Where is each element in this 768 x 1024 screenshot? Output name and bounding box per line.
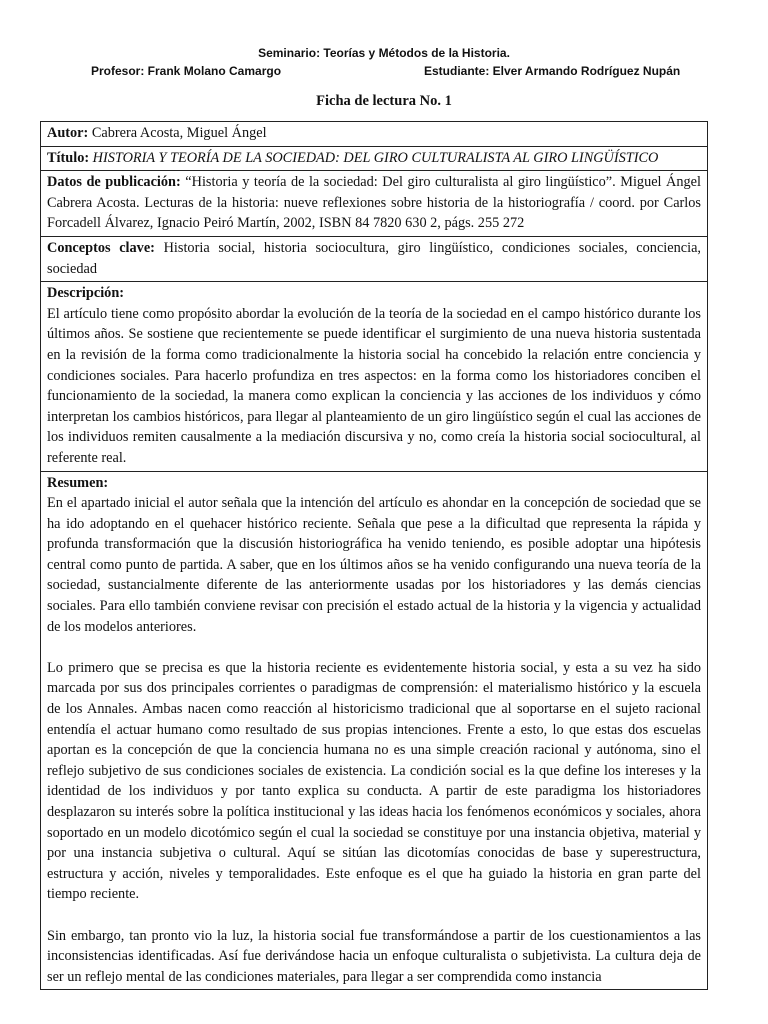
- publication-row: [41, 171, 708, 237]
- reading-card-table: [40, 121, 708, 990]
- publication-cell: [41, 171, 708, 237]
- keywords-label: Conceptos clave:: [47, 239, 155, 256]
- seminar-title: Seminario: Teorías y Métodos de la Historia.: [258, 46, 510, 60]
- summary-row: [41, 471, 708, 990]
- keywords-cell: [41, 236, 708, 281]
- author-row: [41, 122, 708, 147]
- paragraph-spacer: [47, 637, 701, 658]
- ficha-title: Ficha de lectura No. 1: [316, 93, 452, 109]
- author-value: Cabrera Acosta, Miguel Ángel: [88, 125, 267, 141]
- keywords-row: [41, 236, 708, 281]
- professor-name: Profesor: Frank Molano Camargo: [91, 64, 282, 78]
- description-cell: [41, 282, 708, 471]
- title-label: Título:: [47, 149, 90, 166]
- paragraph-spacer: [47, 905, 701, 926]
- title-row: [41, 146, 708, 171]
- description-label: Descripción:: [47, 285, 125, 302]
- author-cell: [41, 122, 708, 147]
- description-row: [41, 282, 708, 471]
- author-label: Autor:: [47, 125, 89, 141]
- title-value: HISTORIA Y TEORÍA DE LA SOCIEDAD: DEL GIRO CULTURALISTA AL GIRO LINGÜÍSTICO: [89, 149, 659, 166]
- summary-paragraph: Sin embargo, tan pronto vio la luz, la historia social fue transformándose a partir de los cuestionamientos a las inconsistencias identificadas. Así fue derivándose hacia un enfoque culturalista o subjetivista. La cultura deja de ser un reflejo mental de las condiciones materiales, para llegar a ser comprendida como instancia: [47, 927, 701, 985]
- summary-cell: [41, 471, 708, 990]
- description-text: El artículo tiene como propósito abordar la evolución de la teoría de la sociedad en el campo histórico durante los últimos años. Se sostiene que recientemente se puede identificar el surgimiento de una nueva historia sustentada en la revisión de la forma como tradicionalmente la historia social ha concebido la relación entre conciencia y condiciones sociales. Para hacerlo profundiza en tres aspectos: en la forma como los historiadores conciben el funcionamiento de la sociedad, la manera como explican la conciencia y las acciones de los individuos y cómo interpretan los cambios históricos, para llegar al planteamiento de un giro lingüístico según el cual las acciones de los individuos remiten causalmente a la mediación discursiva y no, como creía la historia social sociocultural, al referente real.: [47, 305, 701, 466]
- title-cell: [41, 146, 708, 171]
- summary-paragraph: Lo primero que se precisa es que la historia reciente es evidentemente historia social, y esta a su vez ha sido marcada por sus dos principales corrientes o paradigmas de comprensión: el materialismo histórico y la escuela de los Annales. Ambas nacen como reacción al historicismo tradicional que al soportarse en el sujeto racional entendía el actuar humano como resultado de sus propias intenciones. Frente a esto, lo que estas dos escuelas aportan es la concepción de que la conciencia humana no es una simple creación racional y autónoma, sino el reflejo subjetivo de sus condiciones sociales de existencia. La condición social es la que define los intereses y la identidad de los individuos y por tanto explica su conducta. A partir de este paradigma los historiadores desplazaron su interés sobre la política institucional y las ideas hacia los fenómenos económicos y sociales, ahora soportado en un modelo dicotómico según el cual la sociedad se constituye por una instancia objetiva, material y por una instancia subjetiva o cultural. Aquí se sitúan las dicotomías conocidas de base y superestructura, estructura y acción, niveles y temporalidades. Este enfoque es el que ha guiado la historia en gran parte del tiempo reciente.: [47, 659, 701, 903]
- summary-label: Resumen:: [47, 474, 109, 491]
- keywords-value: Historia social, historia sociocultura, giro lingüístico, condiciones sociales, conciencia, sociedad: [47, 239, 701, 277]
- student-name: Estudiante: Elver Armando Rodríguez Nupán: [424, 64, 681, 78]
- publication-label: Datos de publicación:: [47, 174, 181, 191]
- publication-value: “Historia y teoría de la sociedad: Del giro culturalista al giro lingüístico”. Miguel Ángel Cabrera Acosta. Lecturas de la historia: nueve reflexiones sobre historia de la historiografía / coord. por Carlos Forcadell Álvarez, Ignacio Peiró Martín, 2002, ISBN 84 7820 630 2, págs. 255 272: [47, 174, 701, 232]
- summary-paragraph: En el apartado inicial el autor señala que la intención del artículo es ahondar en la concepción de sociedad que se ha ido adoptando en el quehacer histórico reciente. Señala que pese a la dificultad que representa la rápida y profunda transformación que la discusión historiográfica ha venido teniendo, es posible adoptar una hipótesis central como punto de partida. A saber, que en los últimos años se ha venido configurando una nueva teoría de la sociedad, sustancialmente diferente de las anteriormente usadas por los historiadores y las demás ciencias sociales. Para ello también conviene revisar con precisión el estado actual de la historia y la vigencia y actualidad de los modelos anteriores.: [47, 495, 701, 635]
